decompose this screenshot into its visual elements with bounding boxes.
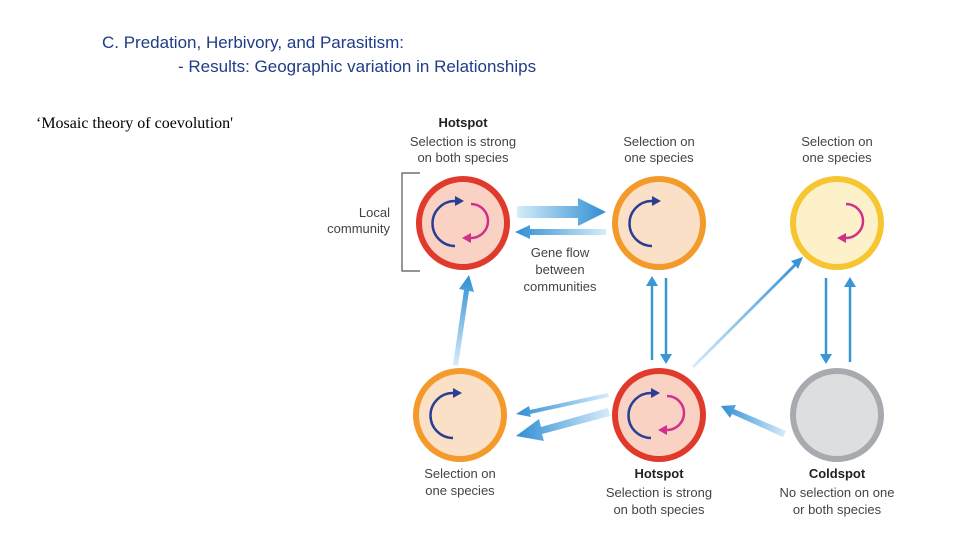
arrow-right-down-head (820, 354, 832, 364)
arrow-mid-up-head (646, 276, 658, 286)
gene-flow-arrow-up-left (453, 275, 474, 366)
slide-title-line1: C. Predation, Herbivory, and Parasitism: (102, 33, 405, 52)
top-left-line2: on both species (417, 150, 509, 165)
gene-flow-arrow-left (515, 225, 606, 239)
gene-flow-line1: Gene flow (530, 245, 590, 260)
one-species-bottom-left (416, 371, 504, 459)
top-right-line2: one species (802, 150, 872, 165)
top-mid-line2: one species (624, 150, 694, 165)
top-left-heading: Hotspot (438, 115, 488, 130)
top-left-line1: Selection is strong (409, 134, 517, 149)
arrow-mid-down-head (660, 354, 672, 364)
bottom-mid-heading: Hotspot (634, 466, 684, 481)
hotspot-bottom-mid (615, 371, 703, 459)
local-community-label-1: Local (358, 205, 390, 220)
mosaic-theory-label: ‘Mosaic theory of coevolution' (36, 115, 234, 132)
arrow-right-up-head (844, 277, 856, 287)
one-species-top-right (793, 179, 881, 267)
hotspot-top-left (419, 179, 507, 267)
gene-flow-arrow-right (517, 198, 606, 226)
bottom-right-line1: No selection on one (779, 485, 895, 500)
bottom-right-line2: or both species (792, 502, 882, 517)
bottom-mid-line1: Selection is strong (605, 485, 713, 500)
gene-flow-line3: communities (523, 279, 597, 294)
bottom-mid-line2: on both species (613, 502, 705, 517)
bottom-left-line1: Selection on (424, 466, 496, 481)
gene-flow-line2: between (535, 262, 585, 277)
top-mid-line1: Selection on (623, 134, 695, 149)
coldspot-bottom-right (793, 371, 881, 459)
slide-title-line2: - Results: Geographic variation in Relationships (178, 57, 537, 76)
gene-flow-arrow-coldspot (721, 405, 786, 437)
bottom-left-line2: one species (425, 483, 495, 498)
one-species-top-mid (615, 179, 703, 267)
local-community-label-2: community (327, 221, 390, 236)
bottom-right-heading: Coldspot (808, 466, 866, 481)
gene-flow-arrow-diagonal (692, 257, 803, 368)
top-right-line1: Selection on (801, 134, 873, 149)
